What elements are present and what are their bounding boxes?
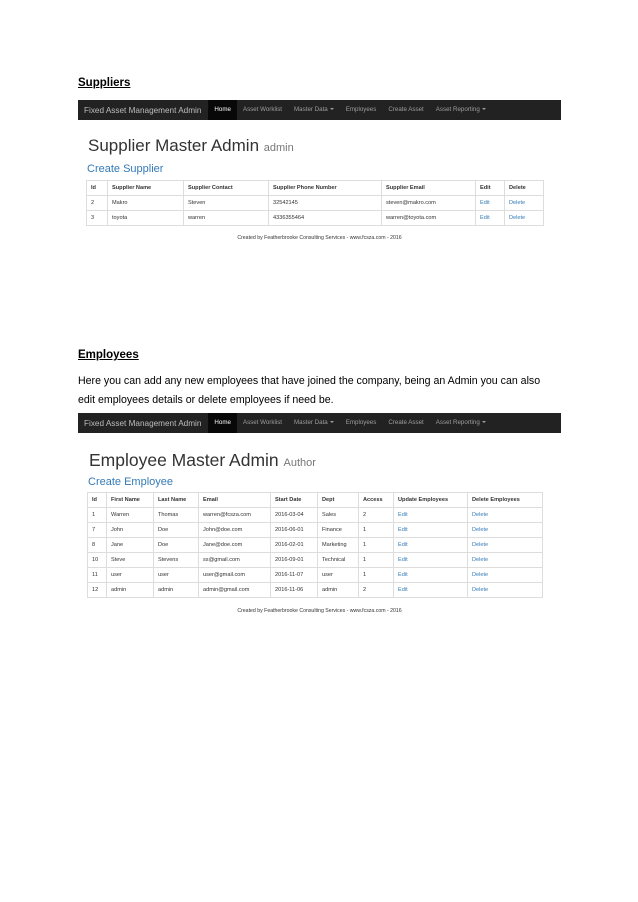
navbar [78,100,561,120]
nav-create-asset[interactable]: Create Asset [388,419,424,426]
cell-last-name: admin [154,583,199,598]
cell-start-date: 2016-09-01 [271,553,318,568]
cell-last-name: user [154,568,199,583]
nav-asset-worklist[interactable]: Asset Worklist [242,419,283,426]
edit-link[interactable]: Edit [394,508,468,523]
table-row [88,538,543,553]
page-title-text: Employee Master Admin [89,450,279,470]
cell-supplier-email: warren@toyota.com [382,211,476,226]
employees-table [87,492,543,598]
cell-start-date: 2016-02-01 [271,538,318,553]
nav-employees[interactable]: Employees [345,106,377,113]
col-edit: Edit [476,181,505,196]
cell-start-date: 2016-06-01 [271,523,318,538]
employees-description [78,372,568,410]
cell-first-name: Steve [107,553,154,568]
cell-last-name: Stevens [154,553,199,568]
cell-last-name: Doe [154,538,199,553]
brand-link[interactable]: Fixed Asset Management Admin [84,418,202,428]
cell-first-name: John [107,523,154,538]
edit-link[interactable]: Edit [394,568,468,583]
cell-supplier-email: steven@makro.com [382,196,476,211]
delete-link[interactable]: Delete [468,508,543,523]
col-access: Access [359,493,394,508]
cell-access: 2 [359,508,394,523]
page-footer: Created by Featherbrooke Consulting Services - www.fcsza.com - 2016 [237,608,402,614]
cell-access: 1 [359,553,394,568]
create-employee-link[interactable]: Create Employee [88,476,173,488]
nav-master-data[interactable] [288,100,340,120]
col-supplier-phone: Supplier Phone Number [269,181,382,196]
delete-link[interactable]: Delete [468,523,543,538]
caret-down-icon [330,421,334,423]
cell-first-name: Warren [107,508,154,523]
table-row [88,523,543,538]
cell-first-name: Jane [107,538,154,553]
edit-link[interactable]: Edit [394,538,468,553]
cell-last-name: Thomas [154,508,199,523]
create-supplier-link[interactable]: Create Supplier [87,163,164,175]
col-supplier-email: Supplier Email [382,181,476,196]
cell-id: 2 [87,196,108,211]
nav-master-data-label: Master Data [294,419,328,426]
cell-first-name: user [107,568,154,583]
nav-asset-reporting[interactable] [430,100,492,120]
nav-asset-reporting-label: Asset Reporting [435,419,480,426]
cell-start-date: 2016-11-06 [271,583,318,598]
delete-link[interactable]: Delete [468,538,543,553]
suppliers-heading: Suppliers [78,77,131,89]
nav-asset-worklist[interactable]: Asset Worklist [242,106,283,113]
delete-link[interactable]: Delete [468,553,543,568]
edit-link[interactable]: Edit [476,211,505,226]
col-dept: Dept [318,493,359,508]
page-title-user: Author [283,457,316,469]
delete-link[interactable]: Delete [468,568,543,583]
col-update-employees: Update Employees [394,493,468,508]
cell-access: 1 [359,538,394,553]
col-supplier-name: Supplier Name [108,181,184,196]
cell-dept: Sales [318,508,359,523]
delete-link[interactable]: Delete [468,583,543,598]
page-title [88,136,294,156]
nav-home[interactable]: Home [208,413,237,433]
edit-link[interactable]: Edit [476,196,505,211]
edit-link[interactable]: Edit [394,583,468,598]
cell-supplier-phone: 32542145 [269,196,382,211]
col-delete-employees: Delete Employees [468,493,543,508]
page-title-text: Supplier Master Admin [88,136,260,155]
delete-link[interactable]: Delete [505,196,544,211]
cell-email: warren@fcsza.com [199,508,271,523]
nav-master-data[interactable] [288,413,340,433]
cell-access: 2 [359,583,394,598]
cell-id: 7 [88,523,107,538]
col-supplier-contact: Supplier Contact [184,181,269,196]
table-row [88,553,543,568]
employees-screenshot [78,413,561,614]
delete-link[interactable]: Delete [505,211,544,226]
cell-supplier-contact: warren [184,211,269,226]
cell-supplier-name: Makro [108,196,184,211]
table-row [87,211,544,226]
cell-start-date: 2016-11-07 [271,568,318,583]
cell-dept: user [318,568,359,583]
cell-access: 1 [359,568,394,583]
page-title [89,450,316,471]
nav-asset-reporting-label: Asset Reporting [435,106,480,113]
col-start-date: Start Date [271,493,318,508]
cell-supplier-contact: Steven [184,196,269,211]
cell-last-name: Doe [154,523,199,538]
nav-employees[interactable]: Employees [345,419,377,426]
page-title-user: admin [263,142,294,154]
nav-master-data-label: Master Data [294,106,328,113]
caret-down-icon [482,108,486,110]
col-last-name: Last Name [154,493,199,508]
cell-email: Jane@doe.com [199,538,271,553]
col-id: Id [87,181,108,196]
cell-email: John@doe.com [199,523,271,538]
cell-id: 10 [88,553,107,568]
brand-link[interactable]: Fixed Asset Management Admin [84,105,202,115]
cell-id: 11 [88,568,107,583]
cell-dept: Finance [318,523,359,538]
description-line-2: edit employees details or delete employees if need be. [78,394,334,406]
cell-id: 3 [87,211,108,226]
edit-link[interactable]: Edit [394,523,468,538]
cell-dept: admin [318,583,359,598]
cell-start-date: 2016-03-04 [271,508,318,523]
employees-heading: Employees [78,349,139,361]
table-header-row [88,493,543,508]
suppliers-screenshot [78,100,561,241]
caret-down-icon [330,108,334,110]
col-id: Id [88,493,107,508]
table-row [87,196,544,211]
navbar [78,413,561,433]
cell-id: 12 [88,583,107,598]
suppliers-table [86,180,544,226]
cell-id: 1 [88,508,107,523]
cell-email: user@gmail.com [199,568,271,583]
table-header-row [87,181,544,196]
cell-first-name: admin [107,583,154,598]
nav-asset-reporting[interactable] [430,413,492,433]
cell-supplier-phone: 4336355464 [269,211,382,226]
page-footer: Created by Featherbrooke Consulting Services - www.fcsza.com - 2016 [237,235,402,241]
edit-link[interactable]: Edit [394,553,468,568]
col-first-name: First Name [107,493,154,508]
cell-email: ss@gmail.com [199,553,271,568]
col-email: Email [199,493,271,508]
cell-access: 1 [359,523,394,538]
cell-dept: Technical [318,553,359,568]
col-delete: Delete [505,181,544,196]
cell-supplier-name: toyota [108,211,184,226]
cell-email: admin@gmail.com [199,583,271,598]
table-row [88,568,543,583]
table-row [88,508,543,523]
table-row [88,583,543,598]
cell-id: 8 [88,538,107,553]
cell-dept: Marketing [318,538,359,553]
nav-create-asset[interactable]: Create Asset [388,106,424,113]
caret-down-icon [482,421,486,423]
description-line-1: Here you can add any new employees that have joined the company, being an Admin you can also [78,375,541,387]
nav-home[interactable]: Home [208,100,237,120]
